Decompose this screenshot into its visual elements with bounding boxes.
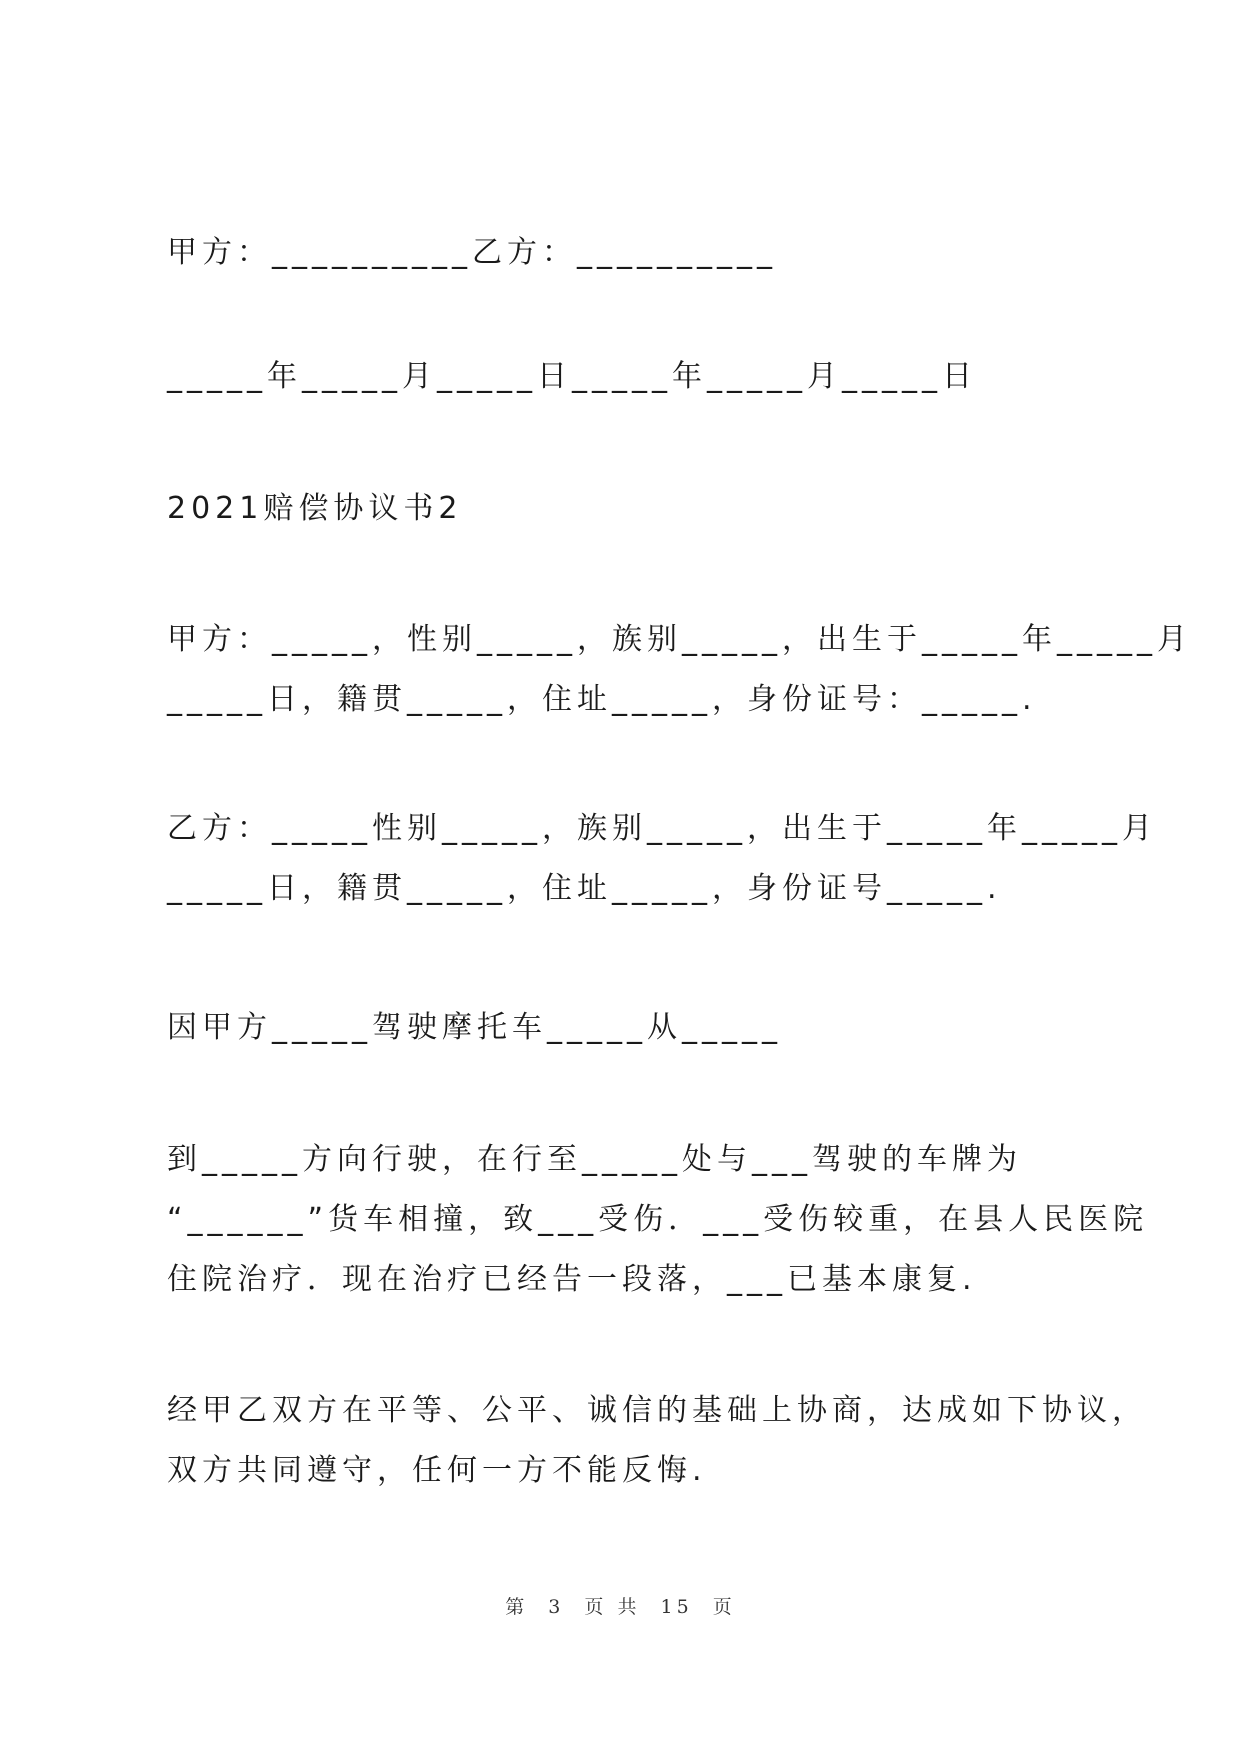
party-signature-line: 甲方：__________乙方：__________ [167,235,777,270]
agreement-paragraph-line-1: 经甲乙双方在平等、公平、诚信的基础上协商，达成如下协议， [167,1393,1147,1428]
party-a-info-line-1: 甲方：_____，性别_____，族别_____，出生于_____年_____月 [167,622,1192,657]
incident-paragraph-line-3: “______”货车相撞，致___受伤．___受伤较重，在县人民医院 [167,1202,1149,1237]
party-b-info-line-1: 乙方：_____性别_____，族别_____，出生于_____年_____月 [167,811,1157,846]
section-title: 2021赔偿协议书2 [167,491,463,526]
party-a-info-line-2: _____日，籍贯_____，住址_____，身份证号：_____. [167,682,1037,717]
party-b-info-line-2: _____日，籍贯_____，住址_____，身份证号_____. [167,871,1002,906]
incident-paragraph-line-2: 到_____方向行驶，在行至_____处与___驾驶的车牌为 [167,1142,1022,1177]
agreement-paragraph-line-2: 双方共同遵守，任何一方不能反悔. [167,1453,707,1488]
incident-paragraph-line-4: 住院治疗．现在治疗已经告一段落，___已基本康复. [167,1262,977,1297]
signature-date-line: _____年_____月_____日_____年_____月_____日 [167,359,977,394]
page-number-footer: 第 3 页 共 15 页 [505,1596,736,1618]
incident-paragraph-line-1: 因甲方_____驾驶摩托车_____从_____ [167,1010,782,1045]
